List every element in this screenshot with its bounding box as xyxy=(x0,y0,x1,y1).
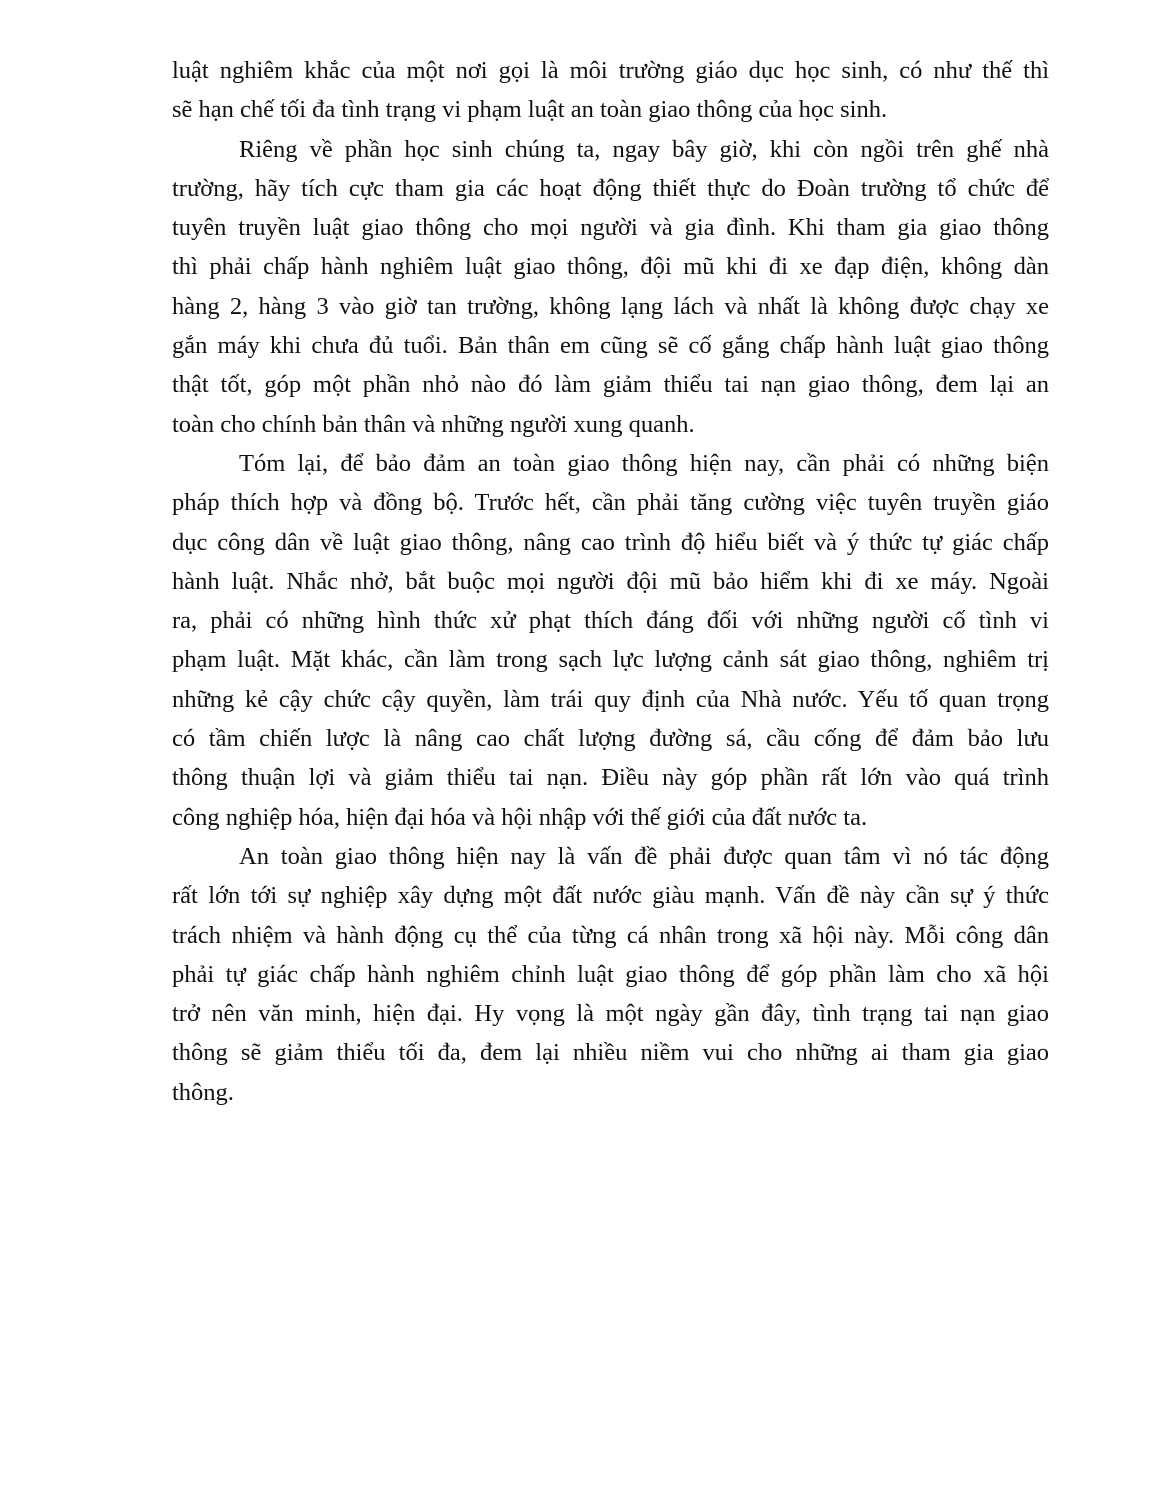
text-line: công nghiệp hóa, hiện đại hóa và hội nhập với thế giới của đất nước ta. xyxy=(172,803,868,831)
text-line: có tầm chiến lược là nâng cao chất lượng đường sá, cầu cống để đảm bảo lưu xyxy=(172,725,1049,753)
paragraph-1 xyxy=(172,51,1049,130)
text-line: toàn cho chính bản thân và những người xung quanh. xyxy=(172,410,695,438)
body-text xyxy=(172,51,1049,1112)
text-line: luật nghiêm khắc của một nơi gọi là môi trường giáo dục học sinh, có như thế thì xyxy=(172,57,1049,84)
text-line: sẽ hạn chế tối đa tình trạng vi phạm luật an toàn giao thông của học sinh. xyxy=(172,96,888,124)
text-line: Tóm lại, để bảo đảm an toàn giao thông hiện nay, cần phải có những biện xyxy=(239,449,1049,477)
text-line: hành luật. Nhắc nhở, bắt buộc mọi người đội mũ bảo hiểm khi đi xe máy. Ngoài xyxy=(172,567,1049,595)
text-line: trách nhiệm và hành động cụ thể của từng cá nhân trong xã hội này. Mỗi công dân xyxy=(172,921,1049,949)
text-line: Riêng về phần học sinh chúng ta, ngay bây giờ, khi còn ngồi trên ghế nhà xyxy=(239,135,1049,163)
text-line: pháp thích hợp và đồng bộ. Trước hết, cần phải tăng cường việc tuyên truyền giáo xyxy=(172,489,1049,517)
text-line: thật tốt, góp một phần nhỏ nào đó làm giảm thiểu tai nạn giao thông, đem lại an xyxy=(172,371,1049,399)
text-line: tuyên truyền luật giao thông cho mọi người và gia đình. Khi tham gia giao thông xyxy=(172,214,1049,242)
text-line: trường, hãy tích cực tham gia các hoạt động thiết thực do Đoàn trường tổ chức để xyxy=(172,174,1049,202)
text-line: hàng 2, hàng 3 vào giờ tan trường, không lạng lách và nhất là không được chạy xe xyxy=(172,292,1049,320)
text-line: trở nên văn minh, hiện đại. Hy vọng là một ngày gần đây, tình trạng tai nạn giao xyxy=(172,1000,1049,1028)
text-line: dục công dân về luật giao thông, nâng cao trình độ hiểu biết và ý thức tự giác chấp xyxy=(172,528,1049,556)
text-line: ra, phải có những hình thức xử phạt thích đáng đối với những người cố tình vi xyxy=(172,607,1049,635)
text-line: thông. xyxy=(172,1078,234,1106)
text-line: những kẻ cậy chức cậy quyền, làm trái quy định của Nhà nước. Yếu tố quan trọng xyxy=(172,685,1049,713)
paragraph-4 xyxy=(172,837,1049,1112)
text-line: phạm luật. Mặt khác, cần làm trong sạch lực lượng cảnh sát giao thông, nghiêm trị xyxy=(172,646,1049,674)
text-line: thì phải chấp hành nghiêm luật giao thông, đội mũ khi đi xe đạp điện, không dàn xyxy=(172,253,1049,281)
text-line: rất lớn tới sự nghiệp xây dựng một đất nước giàu mạnh. Vấn đề này cần sự ý thức xyxy=(172,882,1049,910)
text-line: An toàn giao thông hiện nay là vấn đề phải được quan tâm vì nó tác động xyxy=(239,842,1049,870)
text-line: gắn máy khi chưa đủ tuổi. Bản thân em cũng sẽ cố gắng chấp hành luật giao thông xyxy=(172,332,1049,360)
text-line: phải tự giác chấp hành nghiêm chỉnh luật giao thông để góp phần làm cho xã hội xyxy=(172,960,1049,988)
paragraph-2 xyxy=(172,130,1049,444)
paragraph-3 xyxy=(172,444,1049,837)
text-line: thông sẽ giảm thiểu tối đa, đem lại nhiều niềm vui cho những ai tham gia giao xyxy=(172,1039,1049,1067)
text-line: thông thuận lợi và giảm thiểu tai nạn. Điều này góp phần rất lớn vào quá trình xyxy=(172,764,1049,792)
